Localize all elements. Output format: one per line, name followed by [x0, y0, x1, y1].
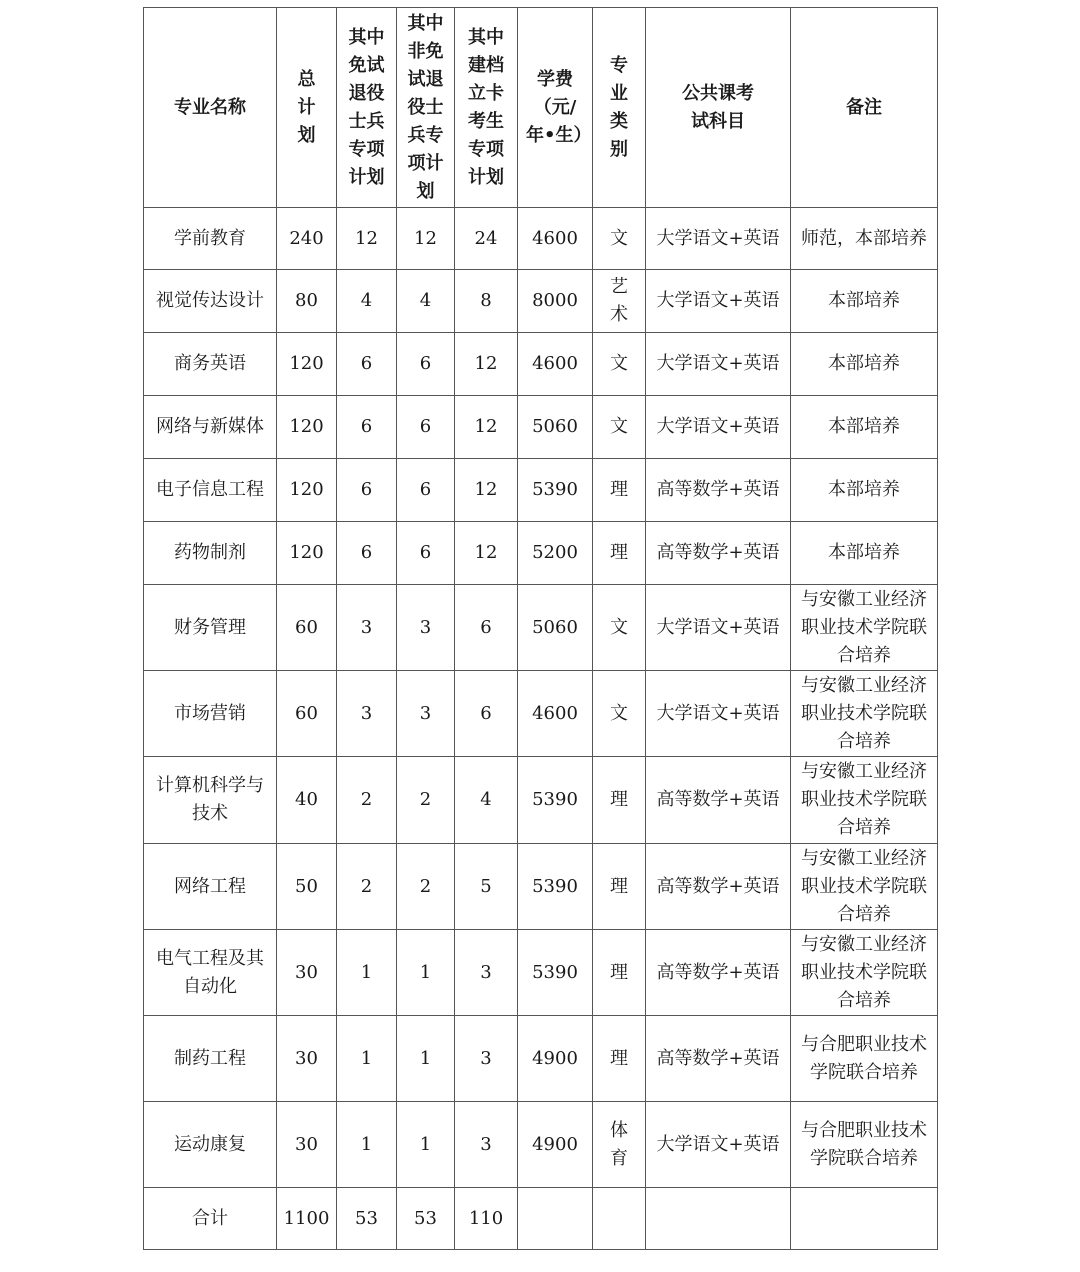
table-row [144, 1016, 938, 1102]
note: 与合肥职业技术学院联合培养 [791, 1102, 938, 1188]
total-plan: 60 [277, 671, 337, 757]
poverty-plan: 6 [455, 671, 518, 757]
veteran-nonexempt: 4 [397, 270, 455, 333]
total-plan: 40 [277, 757, 337, 844]
exam-subjects: 大学语文+英语 [646, 396, 791, 459]
category: 理 [593, 1016, 646, 1102]
veteran-nonexempt: 6 [397, 396, 455, 459]
category: 文 [593, 333, 646, 396]
totals-empty-cell [518, 1188, 593, 1250]
veteran-exempt: 2 [337, 757, 397, 844]
table-row [144, 208, 938, 270]
total-plan: 120 [277, 459, 337, 522]
major-name: 学前教育 [144, 208, 277, 270]
veteran-exempt: 12 [337, 208, 397, 270]
tuition: 4600 [518, 671, 593, 757]
tuition: 8000 [518, 270, 593, 333]
exam-subjects: 大学语文+英语 [646, 1102, 791, 1188]
exam-subjects: 高等数学+英语 [646, 522, 791, 585]
exam-subjects: 高等数学+英语 [646, 930, 791, 1016]
category: 理 [593, 757, 646, 844]
header-veteran-nonexempt: 其中非免试退役士兵专项计划 [397, 8, 455, 208]
note: 本部培养 [791, 270, 938, 333]
major-name: 市场营销 [144, 671, 277, 757]
poverty-plan: 12 [455, 522, 518, 585]
totals-row [144, 1188, 938, 1250]
table-row [144, 757, 938, 844]
total-plan: 50 [277, 844, 337, 930]
veteran-nonexempt: 1 [397, 930, 455, 1016]
tuition: 5390 [518, 459, 593, 522]
header-poverty-plan: 其中建档立卡考生专项计划 [455, 8, 518, 208]
major-name: 商务英语 [144, 333, 277, 396]
table-row [144, 459, 938, 522]
category: 艺术 [593, 270, 646, 333]
major-name: 药物制剂 [144, 522, 277, 585]
veteran-nonexempt: 6 [397, 522, 455, 585]
total-plan: 60 [277, 585, 337, 671]
veteran-exempt: 2 [337, 844, 397, 930]
veteran-exempt: 6 [337, 396, 397, 459]
tuition: 4900 [518, 1102, 593, 1188]
table-row [144, 585, 938, 671]
totals-empty-cell [646, 1188, 791, 1250]
exam-subjects: 大学语文+英语 [646, 270, 791, 333]
totals-label: 合计 [144, 1188, 277, 1250]
major-name: 电气工程及其自动化 [144, 930, 277, 1016]
major-name: 网络与新媒体 [144, 396, 277, 459]
note: 与安徽工业经济职业技术学院联合培养 [791, 671, 938, 757]
exam-subjects: 大学语文+英语 [646, 671, 791, 757]
note: 本部培养 [791, 459, 938, 522]
category: 文 [593, 396, 646, 459]
exam-subjects: 高等数学+英语 [646, 844, 791, 930]
veteran-exempt: 4 [337, 270, 397, 333]
table-row [144, 844, 938, 930]
major-name: 制药工程 [144, 1016, 277, 1102]
category: 理 [593, 459, 646, 522]
category: 文 [593, 671, 646, 757]
totals-veteran-nonexempt: 53 [397, 1188, 455, 1250]
note: 与安徽工业经济职业技术学院联合培养 [791, 844, 938, 930]
header-total-plan: 总计划 [277, 8, 337, 208]
table-row [144, 396, 938, 459]
note: 本部培养 [791, 396, 938, 459]
veteran-exempt: 3 [337, 585, 397, 671]
enrollment-plan-table [143, 7, 938, 1250]
poverty-plan: 4 [455, 757, 518, 844]
poverty-plan: 5 [455, 844, 518, 930]
table-row [144, 333, 938, 396]
exam-subjects: 高等数学+英语 [646, 757, 791, 844]
poverty-plan: 8 [455, 270, 518, 333]
veteran-exempt: 1 [337, 1102, 397, 1188]
header-exam-subjects: 公共课考试科目 [646, 8, 791, 208]
tuition: 5060 [518, 585, 593, 671]
poverty-plan: 6 [455, 585, 518, 671]
veteran-exempt: 6 [337, 333, 397, 396]
header-tuition: 学费（元/年•生） [518, 8, 593, 208]
tuition: 4600 [518, 208, 593, 270]
veteran-nonexempt: 3 [397, 585, 455, 671]
category: 理 [593, 930, 646, 1016]
exam-subjects: 高等数学+英语 [646, 1016, 791, 1102]
category: 理 [593, 522, 646, 585]
table-row [144, 671, 938, 757]
veteran-nonexempt: 6 [397, 459, 455, 522]
exam-subjects: 高等数学+英语 [646, 459, 791, 522]
note: 与安徽工业经济职业技术学院联合培养 [791, 930, 938, 1016]
note: 与安徽工业经济职业技术学院联合培养 [791, 585, 938, 671]
exam-subjects: 大学语文+英语 [646, 208, 791, 270]
veteran-nonexempt: 2 [397, 757, 455, 844]
totals-empty-cell [791, 1188, 938, 1250]
tuition: 5060 [518, 396, 593, 459]
totals-veteran-exempt: 53 [337, 1188, 397, 1250]
total-plan: 30 [277, 930, 337, 1016]
poverty-plan: 12 [455, 396, 518, 459]
veteran-nonexempt: 1 [397, 1016, 455, 1102]
veteran-exempt: 1 [337, 930, 397, 1016]
tuition: 5200 [518, 522, 593, 585]
major-name: 视觉传达设计 [144, 270, 277, 333]
category: 文 [593, 585, 646, 671]
totals-total-plan: 1100 [277, 1188, 337, 1250]
total-plan: 30 [277, 1016, 337, 1102]
major-name: 财务管理 [144, 585, 277, 671]
tuition: 5390 [518, 844, 593, 930]
total-plan: 120 [277, 333, 337, 396]
header-category: 专业类别 [593, 8, 646, 208]
tuition: 4900 [518, 1016, 593, 1102]
poverty-plan: 12 [455, 459, 518, 522]
major-name: 计算机科学与技术 [144, 757, 277, 844]
note: 与合肥职业技术学院联合培养 [791, 1016, 938, 1102]
table-row [144, 930, 938, 1016]
total-plan: 240 [277, 208, 337, 270]
poverty-plan: 3 [455, 930, 518, 1016]
veteran-exempt: 3 [337, 671, 397, 757]
header-major-name: 专业名称 [144, 8, 277, 208]
note: 师范，本部培养 [791, 208, 938, 270]
table-row [144, 270, 938, 333]
exam-subjects: 大学语文+英语 [646, 333, 791, 396]
total-plan: 80 [277, 270, 337, 333]
veteran-nonexempt: 12 [397, 208, 455, 270]
note: 与安徽工业经济职业技术学院联合培养 [791, 757, 938, 844]
category: 文 [593, 208, 646, 270]
totals-poverty-plan: 110 [455, 1188, 518, 1250]
tuition: 5390 [518, 930, 593, 1016]
veteran-nonexempt: 1 [397, 1102, 455, 1188]
veteran-exempt: 6 [337, 522, 397, 585]
total-plan: 30 [277, 1102, 337, 1188]
tuition: 4600 [518, 333, 593, 396]
table-row [144, 1102, 938, 1188]
veteran-exempt: 6 [337, 459, 397, 522]
exam-subjects: 大学语文+英语 [646, 585, 791, 671]
poverty-plan: 3 [455, 1102, 518, 1188]
tuition: 5390 [518, 757, 593, 844]
major-name: 网络工程 [144, 844, 277, 930]
major-name: 运动康复 [144, 1102, 277, 1188]
veteran-nonexempt: 3 [397, 671, 455, 757]
header-note: 备注 [791, 8, 938, 208]
total-plan: 120 [277, 396, 337, 459]
totals-empty-cell [593, 1188, 646, 1250]
poverty-plan: 3 [455, 1016, 518, 1102]
veteran-nonexempt: 6 [397, 333, 455, 396]
table-row [144, 522, 938, 585]
poverty-plan: 24 [455, 208, 518, 270]
total-plan: 120 [277, 522, 337, 585]
major-name: 电子信息工程 [144, 459, 277, 522]
table-header-row [144, 8, 938, 208]
category: 体育 [593, 1102, 646, 1188]
poverty-plan: 12 [455, 333, 518, 396]
header-veteran-exempt: 其中免试退役士兵专项计划 [337, 8, 397, 208]
veteran-nonexempt: 2 [397, 844, 455, 930]
veteran-exempt: 1 [337, 1016, 397, 1102]
category: 理 [593, 844, 646, 930]
note: 本部培养 [791, 522, 938, 585]
note: 本部培养 [791, 333, 938, 396]
